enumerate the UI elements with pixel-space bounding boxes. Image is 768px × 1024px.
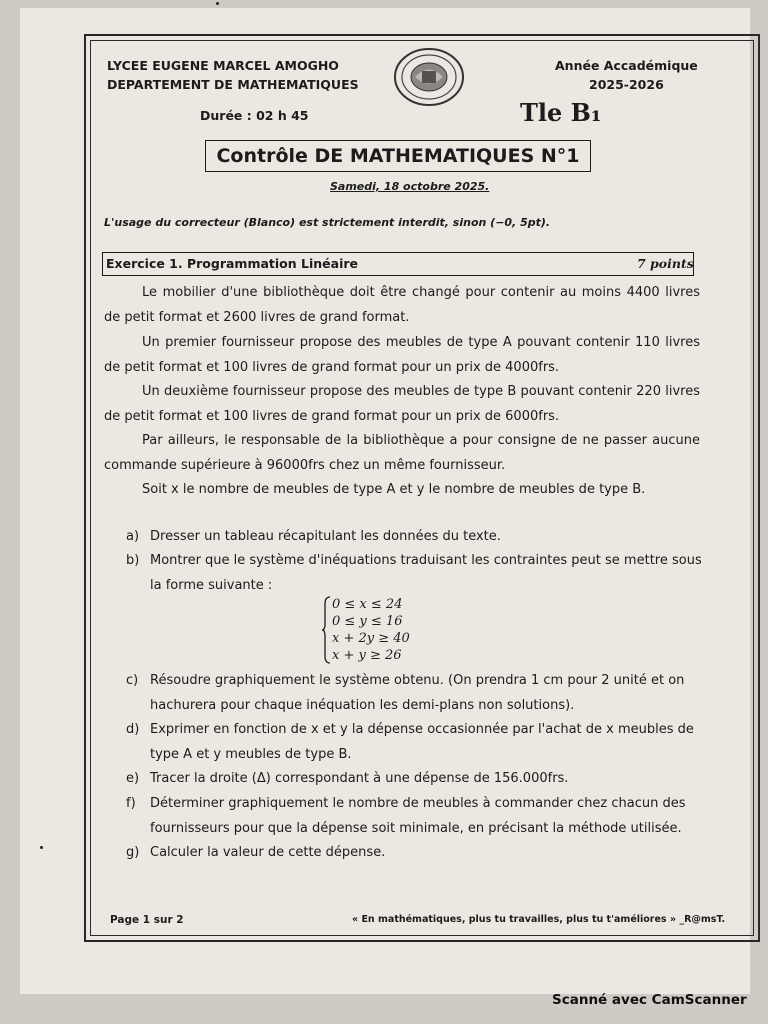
question-text: Tracer la droite (Δ) correspondant à une dépense de 156.000frs. — [150, 771, 569, 786]
question-f — [126, 791, 702, 841]
question-label: d) — [126, 722, 140, 737]
paragraph-2: Un premier fournisseur propose des meubles de type A pouvant contenir 110 livres de petit format et 100 livres de grand format pour un prix de 4000frs. — [104, 335, 700, 375]
question-text: Dresser un tableau récapitulant les données du texte. — [150, 529, 501, 544]
school-header — [107, 56, 359, 94]
question-b — [126, 548, 702, 598]
question-text: Montrer que le système d'inéquations traduisant les contraintes peut se mettre sous la forme suivante : — [150, 553, 702, 593]
school-name: LYCEE EUGENE MARCEL AMOGHO — [107, 58, 339, 73]
inequality-1: 0 ≤ x ≤ 24 — [332, 597, 403, 612]
question-g — [126, 840, 702, 865]
academic-year-value: 2025-2026 — [589, 77, 664, 92]
exam-duration: Durée : 02 h 45 — [200, 108, 309, 123]
question-label: a) — [126, 529, 140, 544]
inequality-system — [322, 596, 422, 666]
paragraph-3: Un deuxième fournisseur propose des meubles de type B pouvant contenir 220 livres de petit format et 100 livres de grand format pour un prix de 6000frs. — [104, 384, 700, 424]
exam-date: Samedi, 18 octobre 2025. — [330, 180, 490, 193]
question-e — [126, 766, 702, 791]
question-a — [126, 524, 702, 549]
question-label: c) — [126, 673, 139, 688]
camscanner-watermark: Scanné avec CamScanner — [552, 992, 747, 1008]
scan-speck — [216, 2, 219, 5]
question-label: g) — [126, 845, 140, 860]
scan-speck — [40, 846, 43, 849]
question-d — [126, 717, 702, 767]
paragraph-4: Par ailleurs, le responsable de la bibliothèque a pour consigne de ne passer aucune commande supérieure à 96000frs chez un même fournisseur. — [104, 433, 700, 473]
class-level: Tle B₁ — [520, 98, 602, 127]
question-c — [126, 668, 702, 718]
academic-year — [555, 56, 698, 94]
question-text: Déterminer graphiquement le nombre de meubles à commander chez chacun des fournisseurs pour que la dépense soit minimale, en précisant la méthode utilisée. — [150, 796, 686, 836]
academic-year-label: Année Accadémique — [555, 58, 698, 73]
question-label: e) — [126, 771, 140, 786]
inequality-2: 0 ≤ y ≤ 16 — [332, 614, 403, 629]
question-text: Calculer la valeur de cette dépense. — [150, 845, 386, 860]
department-name: DEPARTEMENT DE MATHEMATIQUES — [107, 77, 359, 92]
exam-title: Contrôle DE MATHEMATIQUES N°1 — [205, 140, 591, 172]
paragraph-1: Le mobilier d'une bibliothèque doit être changé pour contenir au moins 4400 livres de petit format et 2600 livres de grand format. — [104, 285, 700, 325]
inequality-4: x + y ≥ 26 — [332, 648, 402, 663]
exercise-points: 7 points — [637, 256, 694, 271]
exercise-title: Exercice 1. Programmation Linéaire — [106, 256, 359, 271]
question-text: Résoudre graphiquement le système obtenu. (On prendra 1 cm pour 2 unité et on hachurera pour chaque inéquation les demi-plans non solutions). — [150, 673, 685, 713]
page-number: Page 1 sur 2 — [110, 914, 184, 926]
paragraph-5: Soit x le nombre de meubles de type A et y le nombre de meubles de type B. — [142, 482, 646, 497]
school-seal-logo — [392, 46, 466, 108]
question-text: Exprimer en fonction de x et y la dépense occasionnée par l'achat de x meubles de type A et y meubles de type B. — [150, 722, 694, 762]
question-label: f) — [126, 796, 136, 811]
question-label: b) — [126, 553, 140, 568]
footer-quote: « En mathématiques, plus tu travailles, plus tu t'améliores » _R@msT. — [352, 914, 726, 925]
inequality-3: x + 2y ≥ 40 — [332, 631, 410, 646]
left-brace — [322, 596, 332, 664]
exam-rule: L'usage du correcteur (Blanco) est strictement interdit, sinon (−0, 5pt). — [104, 216, 551, 229]
